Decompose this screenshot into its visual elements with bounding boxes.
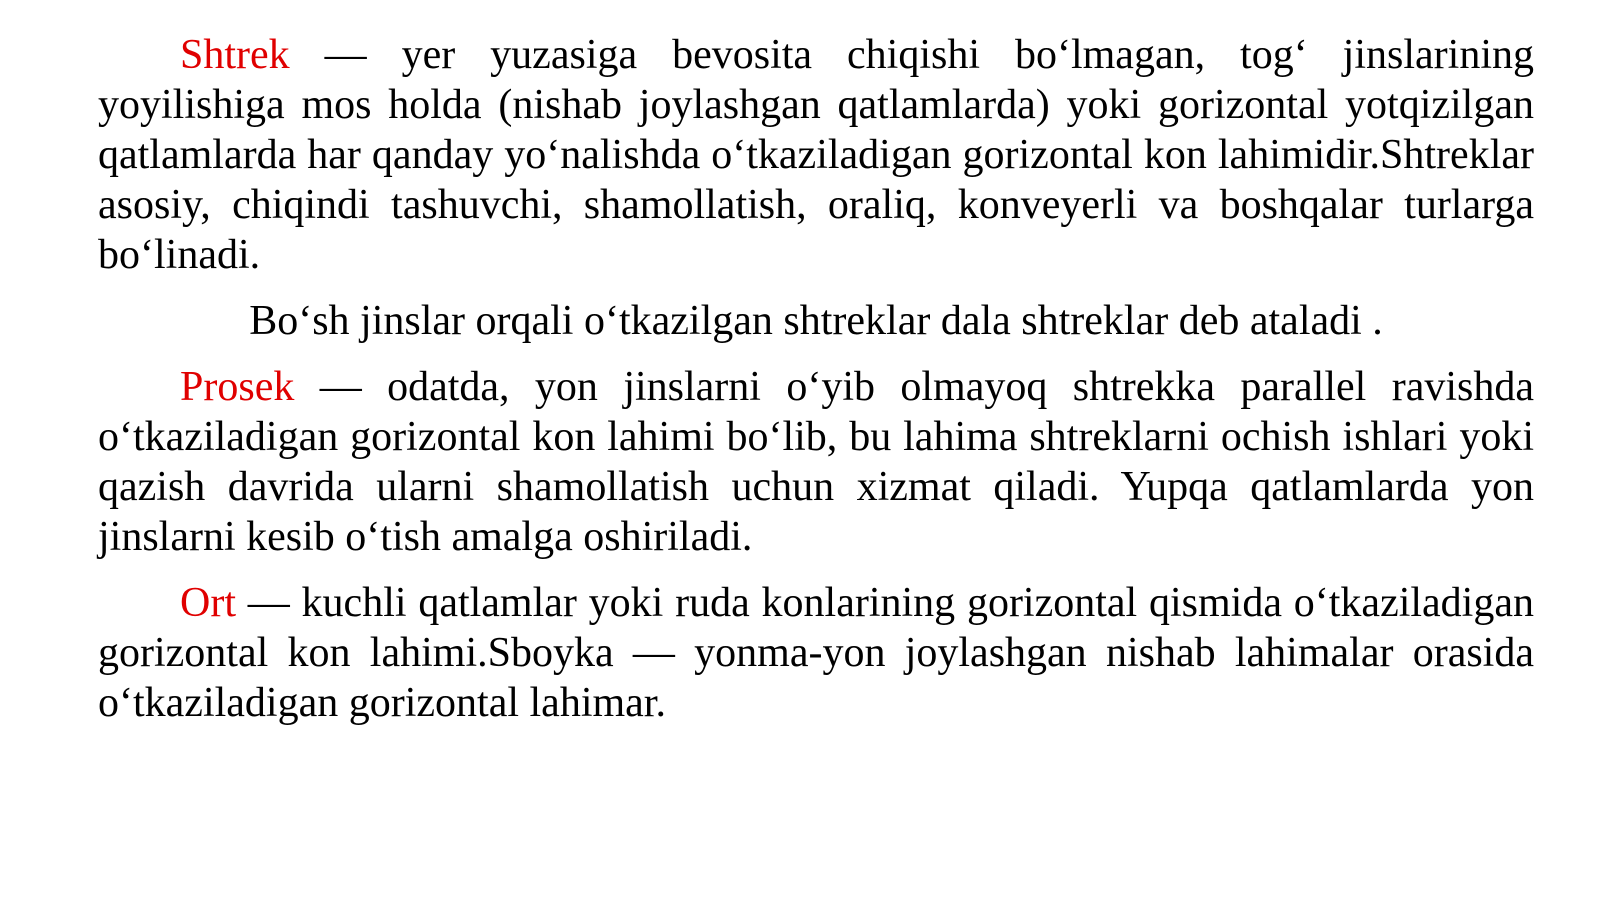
definition-shtrek: — yer yuzasiga bevosita chiqishi bo‘lmagan, tog‘ jinslarining yoyilishiga mos holda (nishab joylashgan qatlamlarda) yoki gorizontal yotqizilgan qatlamlarda har qanday yo‘nalishda o‘tkaziladigan gorizontal kon lahimidir.Shtreklar asosiy, chiqindi tashuvchi, shamollatish, oraliq, konveyerli va boshqalar turlarga bo‘linadi. (98, 32, 1534, 278)
term-prosek: Prosek (180, 364, 295, 410)
definition-ort: — kuchli qatlamlar yoki ruda konlarining gorizontal qismida o‘tkaziladigan gorizontal kon lahimi.Sboyka — yonma-yon joylashgan nishab lahimalar orasida o‘tkaziladigan gorizontal lahimar. (98, 580, 1534, 726)
term-shtrek: Shtrek (180, 32, 290, 78)
paragraph-shtrek (98, 30, 1534, 280)
definition-prosek: — odatda, yon jinslarni o‘yib olmayoq shtrekka parallel ravishda o‘tkaziladigan gorizontal kon lahimi bo‘lib, bu lahima shtreklarni ochish ishlari yoki qazish davrida ularni shamollatish uchun xizmat qiladi. Yupqa qatlamlarda yon jinslarni kesib o‘tish amalga oshiriladi. (98, 364, 1534, 560)
paragraph-prosek (98, 362, 1534, 562)
definition-dala-shtreklar: Bo‘sh jinslar orqali o‘tkazilgan shtreklar dala shtreklar deb ataladi . (249, 298, 1383, 344)
paragraph-dala-shtreklar (98, 296, 1534, 346)
slide-content (98, 30, 1534, 744)
term-ort: Ort (180, 580, 236, 626)
paragraph-ort (98, 578, 1534, 728)
